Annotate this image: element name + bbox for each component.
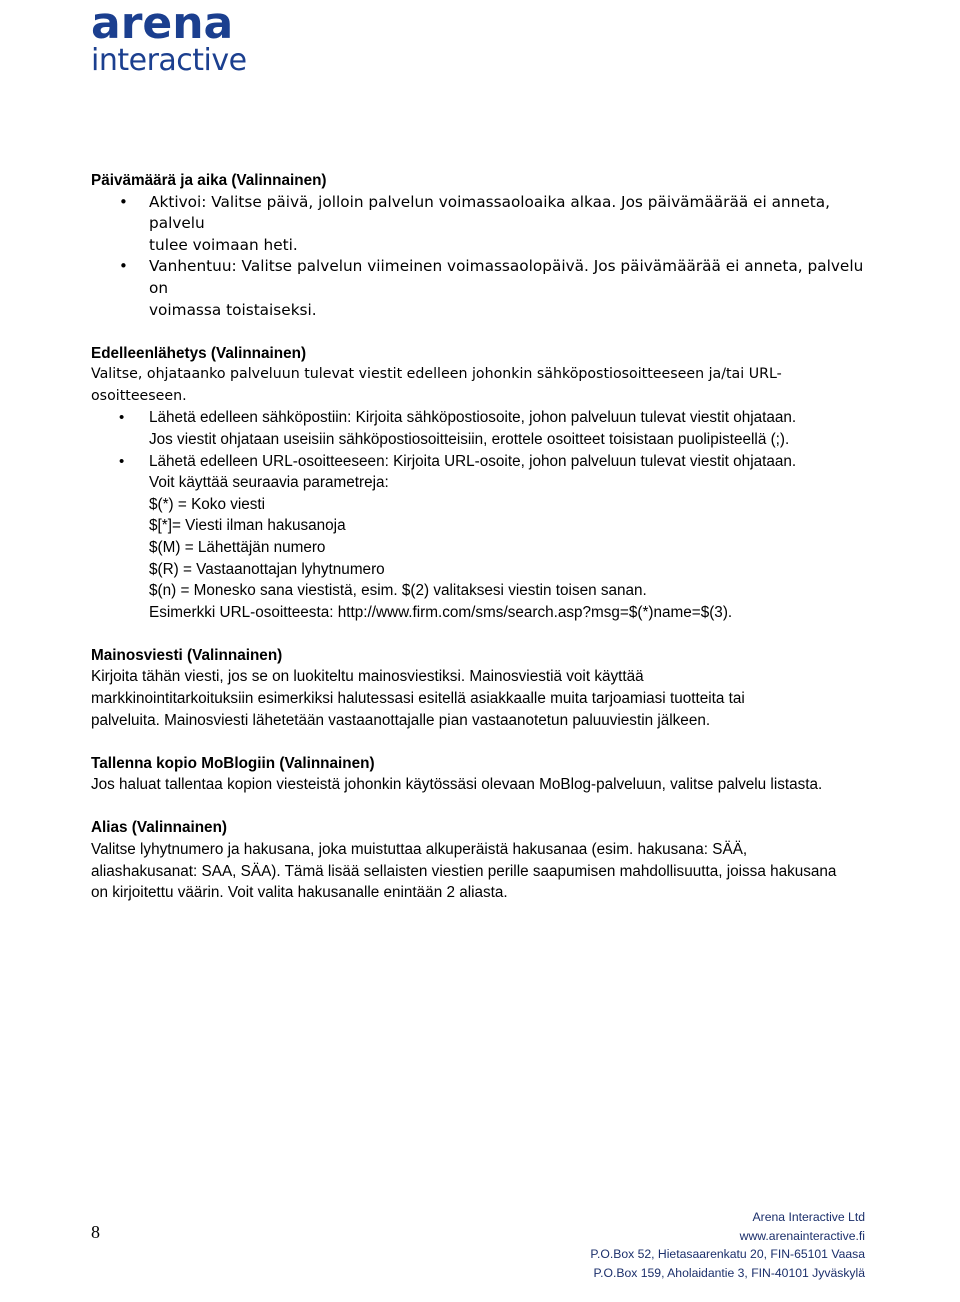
bullet-icon: • <box>119 409 125 427</box>
document-body <box>91 170 881 925</box>
text-line: Jos haluat tallentaa kopion viesteistä johonkin käytössäsi olevaan MoBlog-palveluun, valitse palvelu listasta. <box>91 776 823 794</box>
forwarding-list <box>91 407 881 623</box>
arena-interactive-logo <box>91 0 247 78</box>
page-number: 8 <box>91 1222 100 1242</box>
parameter-line: $(n) = Monesko sana viestistä, esim. $(2) valitaksesi viestin toisen sanan. <box>149 582 647 600</box>
parameter-line: $(M) = Lähettäjän numero <box>149 539 326 556</box>
list-item-expire <box>91 256 881 321</box>
heading-moblog: Tallenna kopio MoBlogiin (Valinnainen) <box>91 754 375 772</box>
section-datetime <box>91 170 881 321</box>
moblog-paragraph <box>91 774 881 796</box>
footer-address-jyvaskyla: P.O.Box 159, Aholaidantie 3, FIN-40101 Jyväskylä <box>593 1265 865 1280</box>
logo-wordmark-arena: arena <box>91 0 234 49</box>
text-line: on kirjoitettu väärin. Voit valita hakusanalle enintään 2 aliasta. <box>91 884 508 902</box>
section-moblog <box>91 753 881 796</box>
footer-address-vaasa: P.O.Box 52, Hietasaarenkatu 20, FIN-65101 Vaasa <box>590 1247 865 1261</box>
forwarding-intro <box>91 364 881 407</box>
bullet-icon: • <box>119 257 128 276</box>
heading-alias: Alias (Valinnainen) <box>91 819 228 837</box>
list-item-forward-url <box>91 451 881 624</box>
footer-website: www.arenainteractive.fi <box>739 1228 865 1243</box>
text-line: osoitteeseen. <box>91 387 187 404</box>
advert-paragraph <box>91 666 881 731</box>
footer-contact <box>590 1208 865 1282</box>
alias-paragraph <box>91 839 881 904</box>
footer-company: Arena Interactive Ltd <box>752 1210 865 1224</box>
text-line: Lähetä edelleen sähköpostiin: Kirjoita sähköpostiosoite, johon palveluun tulevat viestit ohjataan. <box>149 409 797 427</box>
text-line: Vanhentuu: Valitse palvelun viimeinen voimassaolopäivä. Jos päivämäärää ei anneta, palvelu on <box>149 257 864 297</box>
text-line: palveluita. Mainosviesti lähetetään vastaanottajalle pian vastaanotetun paluuviestin jälkeen. <box>91 711 711 729</box>
logo-wordmark-interactive: interactive <box>91 43 247 78</box>
datetime-list <box>91 192 881 322</box>
text-line: voimassa toistaiseksi. <box>149 300 317 319</box>
section-alias <box>91 817 881 903</box>
heading-forwarding: Edelleenlähetys (Valinnainen) <box>91 344 307 362</box>
parameter-line: $(*) = Koko viesti <box>149 495 266 513</box>
text-line: aliashakusanat: SAA, SÄA). Tämä lisää sellaisten viestien perille saapumisen mahdollisuutta, joissa hakusana <box>91 862 837 880</box>
heading-advert: Mainosviesti (Valinnainen) <box>91 646 283 664</box>
bullet-icon: • <box>119 192 128 211</box>
list-item-activate <box>91 192 881 257</box>
heading-datetime: Päivämäärä ja aika (Valinnainen) <box>91 172 327 189</box>
section-forwarding <box>91 343 881 624</box>
text-line: Aktivoi: Valitse päivä, jolloin palvelun voimassaoloaika alkaa. Jos päivämäärää ei anneta, palvelu <box>149 192 830 233</box>
text-line: Valitse, ohjataanko palveluun tulevat viestit edelleen johonkin sähköpostiosoitteeseen ja/tai URL- <box>91 366 782 383</box>
list-item-forward-email <box>91 407 881 450</box>
text-line: Kirjoita tähän viesti, jos se on luokiteltu mainosviestiksi. Mainosviestiä voit käyttää <box>91 668 644 686</box>
text-line: Valitse lyhytnumero ja hakusana, joka muistuttaa alkuperäistä hakusanaa (esim. hakusana: SÄÄ, <box>91 841 748 859</box>
parameter-line: $[*]= Viesti ilman hakusanoja <box>149 517 346 535</box>
bullet-icon: • <box>119 452 125 470</box>
url-example-line: Esimerkki URL-osoitteesta: http://www.firm.com/sms/search.asp?msg=$(*)name=$(3). <box>149 603 733 621</box>
text-line: tulee voimaan heti. <box>149 235 298 254</box>
text-line: Lähetä edelleen URL-osoitteeseen: Kirjoita URL-osoite, johon palveluun tulevat viestit ohjataan. <box>149 452 797 470</box>
text-line: markkinointitarkoituksiin esimerkiksi halutessasi esitellä asiakkaalle muita tarjoamiasi tuotteita tai <box>91 690 745 708</box>
section-advert <box>91 645 881 731</box>
parameter-line: $(R) = Vastaanottajan lyhytnumero <box>149 560 385 578</box>
text-line: Voit käyttää seuraavia parametreja: <box>149 474 389 492</box>
text-line: Jos viestit ohjataan useisiin sähköpostiosoitteisiin, erottele osoitteet toisistaan puolipisteellä (;). <box>149 431 790 449</box>
